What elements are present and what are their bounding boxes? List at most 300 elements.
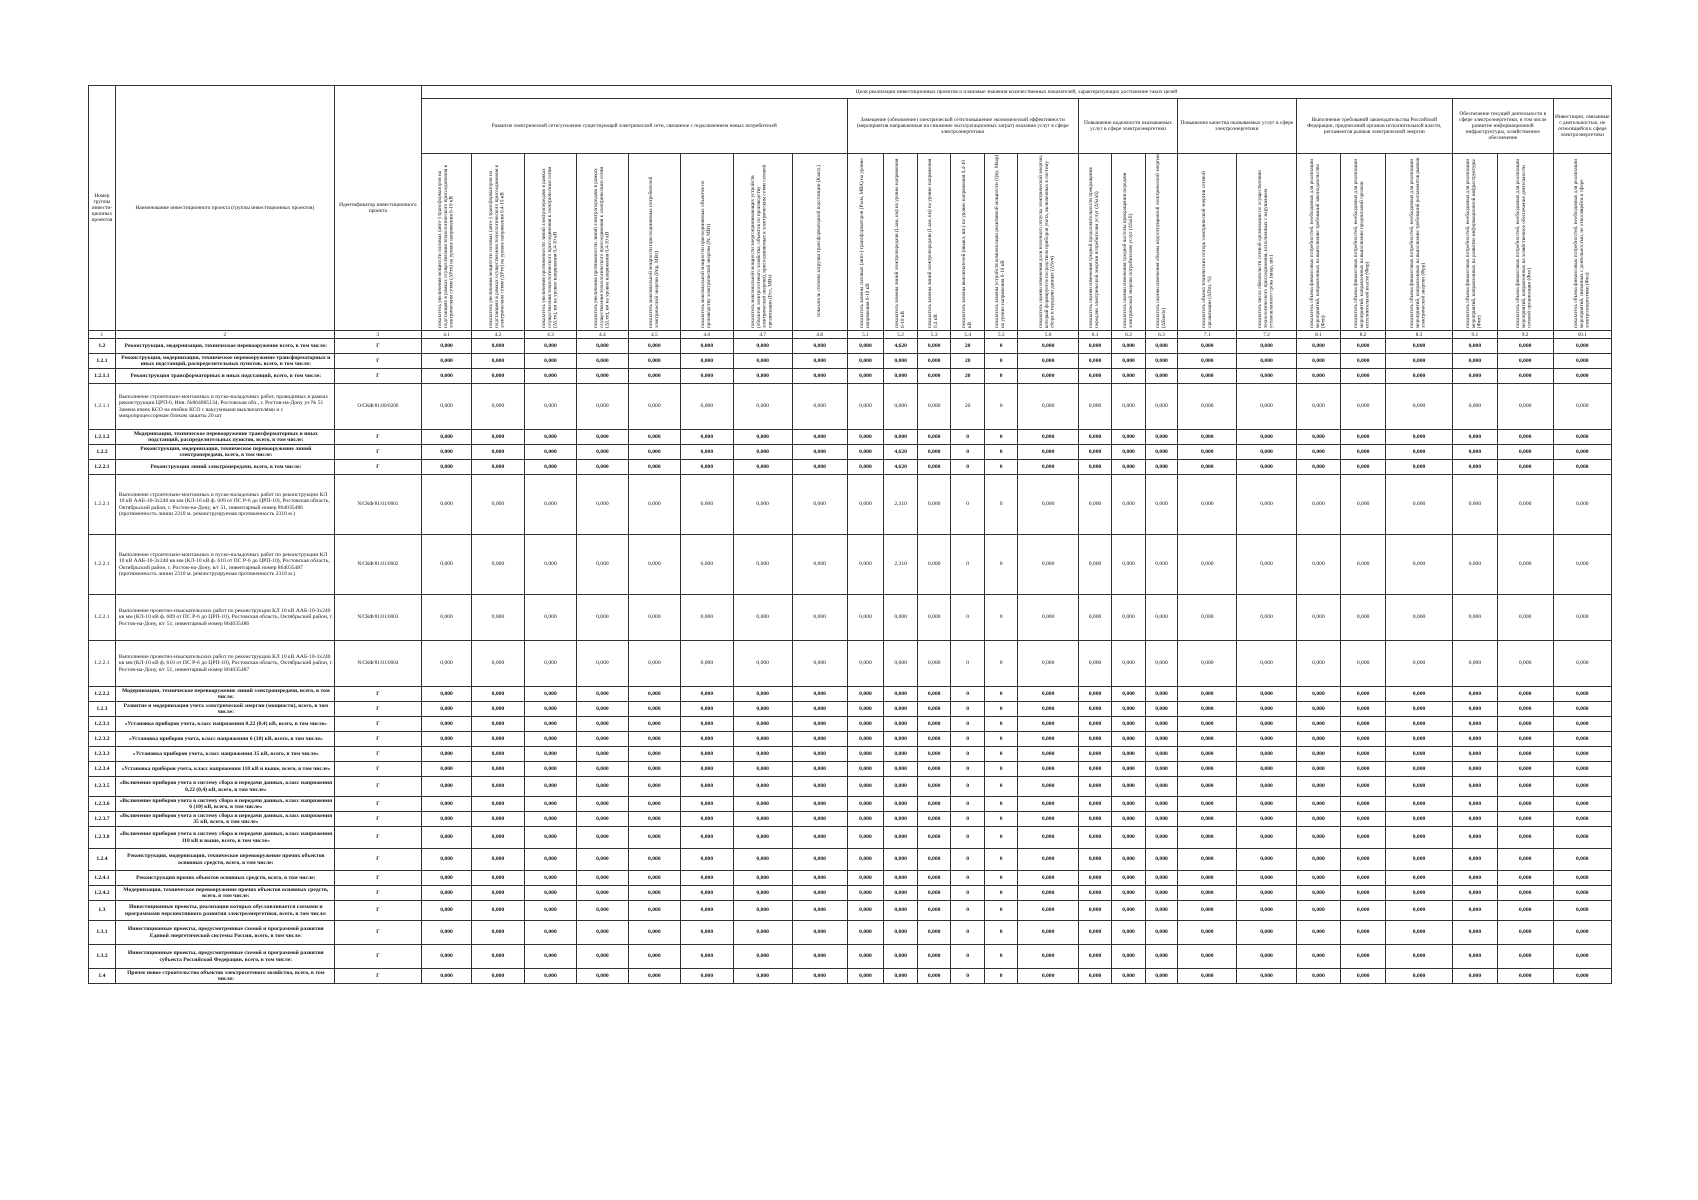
header-indicator-label: показатель замены выключателей (nвыкл, шт.) на уровне напряжения 0,4-10 кВ (960, 159, 973, 328)
row-project-name: Реконструкция, модернизация, техническое перевооружение линий электропередачи, всего, в том числе: (115, 445, 334, 460)
row-value: 0,000 (577, 797, 628, 812)
row-value: 0 (984, 430, 1018, 445)
row-value: 0,000 (733, 901, 792, 921)
row-value: 0,000 (577, 702, 628, 717)
row-number: 1.2.2.1 (89, 641, 116, 687)
row-value: 0 (951, 687, 985, 702)
row-value: 0,000 (681, 886, 734, 901)
header-indicator-label: показатель оценки изменения средней продолжительности прекращения передачи электрической энергии потребителям услуг (ΔSaidi) (1088, 167, 1101, 328)
row-value: 0,000 (1145, 762, 1177, 777)
table-row (89, 886, 1612, 901)
row-value: 0,000 (472, 812, 525, 827)
row-value: 0,000 (1145, 535, 1177, 595)
row-value: 0,000 (421, 827, 471, 849)
row-value: 0,000 (577, 777, 628, 797)
header-indicator (1296, 154, 1341, 331)
row-value: 0,000 (472, 354, 525, 369)
row-value: 0,000 (1553, 849, 1611, 871)
row-value: 0,000 (1497, 732, 1553, 747)
row-value: 0 (984, 354, 1018, 369)
row-project-name: «Установка приборов учета, класс напряжения 6 (10) кВ, всего, в том числе» (115, 732, 334, 747)
row-number: 1.4 (89, 969, 116, 984)
header-indicator (1385, 154, 1452, 331)
row-value: 0,000 (1341, 886, 1386, 901)
row-value: 0,000 (628, 812, 681, 827)
row-value: 0,000 (917, 595, 951, 641)
row-value: 0,000 (1453, 732, 1498, 747)
column-number-cell: 9.1 (1453, 331, 1498, 339)
row-value: 0,000 (628, 595, 681, 641)
row-value: 0,000 (681, 827, 734, 849)
row-value: 0,000 (1497, 717, 1553, 732)
row-value: 0,000 (1078, 945, 1112, 969)
row-number: 1.3.2 (89, 945, 116, 969)
column-number-cell: 7.2 (1237, 331, 1296, 339)
row-value: 0,000 (1341, 354, 1386, 369)
row-value: 0,000 (421, 945, 471, 969)
row-value: 0,000 (1341, 475, 1386, 535)
row-value: 0,000 (1385, 369, 1452, 384)
table-row (89, 969, 1612, 984)
row-value: 0,000 (1145, 369, 1177, 384)
row-value: 0,000 (1453, 687, 1498, 702)
row-value: 0,000 (1497, 886, 1553, 901)
row-value: 0,000 (1178, 339, 1237, 354)
row-value: 0,000 (1237, 871, 1296, 886)
row-value: 0,000 (1385, 871, 1452, 886)
row-value: 0,000 (1237, 797, 1296, 812)
row-value: 0 (951, 901, 985, 921)
row-value: 0,000 (1018, 339, 1078, 354)
row-value: 0,000 (1385, 595, 1452, 641)
row-value: 0,000 (733, 849, 792, 871)
row-value: 0,000 (1178, 369, 1237, 384)
row-value: 0,000 (1497, 535, 1553, 595)
row-value: 0,000 (1453, 901, 1498, 921)
row-value: 0 (984, 777, 1018, 797)
row-value: 0,000 (1112, 777, 1146, 797)
row-value: 0,000 (472, 732, 525, 747)
row-value: 0,000 (847, 901, 884, 921)
row-value: 0,000 (1497, 871, 1553, 886)
row-value: 0,000 (1497, 827, 1553, 849)
row-value: 0,000 (1178, 921, 1237, 945)
row-value: 0,000 (1145, 849, 1177, 871)
row-number: 1.2.2.1 (89, 460, 116, 475)
row-value: 0,000 (884, 354, 918, 369)
row-value: 0,000 (1178, 354, 1237, 369)
row-value: 0,000 (1078, 871, 1112, 886)
row-value: 0,000 (1145, 384, 1177, 430)
row-value: 0,000 (681, 812, 734, 827)
row-project-name: Модернизация, техническое перевооружение прочих объектов основных средств, всего, в том числе: (115, 886, 334, 901)
header-goals-title: Цели реализации инвестиционных проектов и плановые значения количественных показателей, характеризующих достижение таких целей (421, 86, 1611, 99)
row-value: 0,000 (472, 747, 525, 762)
row-value: 0,000 (917, 827, 951, 849)
row-value: 0,000 (1237, 475, 1296, 535)
row-value: 0,000 (1497, 921, 1553, 945)
row-value: 0,000 (1453, 702, 1498, 717)
column-number-cell: 1 (89, 331, 116, 339)
row-value: 0 (984, 717, 1018, 732)
row-value: 0,000 (1145, 797, 1177, 812)
row-value: 0,000 (1385, 339, 1452, 354)
row-value: 0,000 (847, 369, 884, 384)
row-value: 0,000 (1018, 849, 1078, 871)
row-value: 0,000 (1112, 717, 1146, 732)
row-value: 0,000 (1178, 777, 1237, 797)
row-value: 0,000 (1385, 797, 1452, 812)
row-value: 0,000 (733, 797, 792, 812)
row-project-id: Г (334, 886, 421, 901)
row-value: 0,000 (1078, 849, 1112, 871)
row-value: 0,000 (1341, 339, 1386, 354)
row-value: 0,000 (1385, 354, 1452, 369)
row-value: 0,000 (421, 641, 471, 687)
header-indicator (847, 154, 884, 331)
row-value: 0,000 (792, 717, 847, 732)
row-value: 0,000 (917, 901, 951, 921)
row-value: 0,000 (1178, 702, 1237, 717)
row-value: 0,000 (421, 797, 471, 812)
row-value: 0,000 (847, 384, 884, 430)
row-value: 0,000 (792, 886, 847, 901)
row-value: 0,000 (628, 945, 681, 969)
row-value: 0,000 (1112, 797, 1146, 812)
row-value: 0,000 (421, 901, 471, 921)
table-row (89, 702, 1612, 717)
row-value: 0 (984, 747, 1018, 762)
row-value: 0,000 (847, 354, 884, 369)
row-value: 0,000 (681, 732, 734, 747)
row-value: 0,000 (792, 369, 847, 384)
row-value: 0,000 (733, 777, 792, 797)
row-value: 0,000 (1453, 797, 1498, 812)
row-value: 0 (951, 921, 985, 945)
row-value: 0,000 (884, 871, 918, 886)
row-value: 0,000 (1296, 595, 1341, 641)
table-row (89, 921, 1612, 945)
row-value: 0,000 (1078, 732, 1112, 747)
row-value: 0,000 (628, 687, 681, 702)
header-indicator-label: показатель увеличения мощности силовых (авто-) трансформаторов на подстанциях в рамках осуществления технологического присоединения к электрическим сетям (ΔPтп) на уровне напряжения 6-10 кВ (436, 164, 455, 328)
row-number: 1.2.3.1 (89, 717, 116, 732)
row-number: 1.2.4.1 (89, 871, 116, 886)
row-value: 0,000 (524, 354, 577, 369)
header-indicator (984, 154, 1018, 331)
row-value: 0,000 (847, 702, 884, 717)
row-value: 0,000 (733, 717, 792, 732)
row-project-id: Г (334, 460, 421, 475)
row-value: 0,000 (917, 777, 951, 797)
row-value: 0,000 (1453, 354, 1498, 369)
row-value: 0 (951, 460, 985, 475)
row-value: 0,000 (1112, 445, 1146, 460)
row-value: 0,000 (1453, 430, 1498, 445)
row-value: 2,310 (884, 535, 918, 595)
row-value: 0,000 (733, 732, 792, 747)
header-indicator (421, 154, 471, 331)
table-row (89, 812, 1612, 827)
table-row (89, 369, 1612, 384)
row-value: 0,000 (1385, 460, 1452, 475)
table-row (89, 687, 1612, 702)
row-project-id: Г (334, 732, 421, 747)
row-value: 0,000 (1018, 797, 1078, 812)
row-number: 1.2.1.2 (89, 430, 116, 445)
row-value: 0,000 (1237, 641, 1296, 687)
row-value: 0,000 (1112, 687, 1146, 702)
row-value: 0,000 (577, 886, 628, 901)
row-value: 0,000 (628, 475, 681, 535)
column-number-cell: 8.2 (1341, 331, 1386, 339)
row-value: 0,000 (1453, 475, 1498, 535)
row-value: 0,000 (628, 384, 681, 430)
row-value: 0,000 (1453, 777, 1498, 797)
row-value: 0,000 (733, 384, 792, 430)
row-value: 0,000 (1553, 687, 1611, 702)
row-value: 0,000 (472, 871, 525, 886)
row-value: 0 (951, 445, 985, 460)
row-project-name: Реконструкция, модернизация, техническое перевооружение трансформаторных и иных подстанций, распределительных пунктов, всего, в том числе: (115, 354, 334, 369)
row-number: 1.2.3.7 (89, 812, 116, 827)
row-number: 1.2 (89, 339, 116, 354)
table-row (89, 732, 1612, 747)
row-value: 0,000 (1237, 339, 1296, 354)
row-value: 0,000 (917, 945, 951, 969)
row-value: 0,000 (524, 732, 577, 747)
row-value: 0,000 (1145, 777, 1177, 797)
row-value: 0,000 (792, 354, 847, 369)
row-value: 0,000 (1112, 747, 1146, 762)
row-value: 0,000 (1145, 827, 1177, 849)
row-value: 0,000 (733, 702, 792, 717)
row-value: 0,000 (1018, 871, 1078, 886)
row-value: 0,000 (681, 921, 734, 945)
row-project-name: Выполнение проектно-изыскательских работ по реконструкции КЛ 10 кВ ААБ-10-3х240 кв мм (КЛ-10 кВ ф. 610 от ПС Р-6 до ЦРП-10), Ростовская область, Октябрьский район, г. Ростов-на-Дону, в/г 51, инвентарный номер 864035487 (115, 641, 334, 687)
row-value: 0,000 (1497, 797, 1553, 812)
row-value: 0,000 (1497, 595, 1553, 641)
row-value: 0,000 (847, 945, 884, 969)
header-number: Номер группы инвести-ционных проектов (89, 86, 116, 331)
header-group-6: Обеспечение текущей деятельности в сфере электроэнергетики, в том числе развитие информационной инфраструктуры, хозяйственное обеспечение (1453, 99, 1554, 154)
table-row (89, 430, 1612, 445)
row-value: 0 (984, 475, 1018, 535)
header-indicator (1112, 154, 1146, 331)
row-value: 0,000 (847, 812, 884, 827)
row-value: 0,000 (1296, 354, 1341, 369)
column-number-cell: 4.2 (472, 331, 525, 339)
row-project-name: Модернизация, техническое перевооружение трансформаторных и иных подстанций, распределительных пунктов, всего, в том числе: (115, 430, 334, 445)
row-value: 0,000 (1145, 732, 1177, 747)
row-value: 0,000 (577, 339, 628, 354)
row-value: 0,000 (421, 921, 471, 945)
row-value: 0,000 (524, 827, 577, 849)
row-value: 0,000 (1553, 921, 1611, 945)
row-value: 0,000 (1018, 641, 1078, 687)
row-project-id: Г (334, 369, 421, 384)
row-value: 0,000 (1341, 969, 1386, 984)
header-indicator-label: показатель объема финансовых потребностей, необходимых для реализации мероприятий, направленных на выполнение предписаний органов исполнительной власти (Фпр) (1353, 159, 1372, 328)
row-value: 0,000 (1237, 460, 1296, 475)
row-value: 0,000 (1553, 901, 1611, 921)
row-value: 0,000 (1553, 797, 1611, 812)
row-value: 0,000 (1112, 384, 1146, 430)
row-project-id: Г (334, 687, 421, 702)
row-value: 0,000 (884, 849, 918, 871)
row-value: 0,000 (1453, 535, 1498, 595)
row-value: 0,000 (1237, 921, 1296, 945)
header-indicator-label: показатель максимальной мощности присоединяемых объектов по производству электрической энергии (Pг, МВт) (700, 180, 712, 328)
row-value: 0,000 (1497, 339, 1553, 354)
row-value: 0,000 (733, 354, 792, 369)
row-value: 0,000 (1018, 535, 1078, 595)
row-value: 0,000 (733, 762, 792, 777)
column-number-cell: 9.2 (1497, 331, 1553, 339)
row-value: 0,000 (681, 595, 734, 641)
row-value: 0,000 (472, 969, 525, 984)
row-project-id: N/СКФ/81/01/0003 (334, 595, 421, 641)
row-value: 0,000 (1018, 827, 1078, 849)
row-project-name: Инвестиционные проекты, предусмотренные схемой и программой развития субъекта Российской Федерации, всего, в том числе: (115, 945, 334, 969)
table-row (89, 797, 1612, 812)
row-value: 0,000 (577, 354, 628, 369)
row-value: 0 (951, 797, 985, 812)
row-value: 0,000 (1018, 777, 1078, 797)
row-value: 0,000 (421, 747, 471, 762)
row-value: 0,000 (421, 339, 471, 354)
row-value: 0,000 (1453, 339, 1498, 354)
row-value: 0 (951, 762, 985, 777)
row-value: 0,000 (1078, 827, 1112, 849)
row-value: 0 (951, 732, 985, 747)
row-value: 0,000 (792, 430, 847, 445)
investment-indicators-table (88, 85, 1612, 984)
row-value: 0,000 (577, 445, 628, 460)
row-value: 0,000 (1341, 849, 1386, 871)
row-value: 0,000 (1453, 747, 1498, 762)
row-project-id: Г (334, 339, 421, 354)
row-value: 0,000 (524, 430, 577, 445)
row-value: 0,000 (421, 475, 471, 535)
row-value: 0,000 (1178, 687, 1237, 702)
row-value: 0,000 (1078, 969, 1112, 984)
row-value: 0,000 (1385, 535, 1452, 595)
row-value: 0,000 (524, 717, 577, 732)
row-value: 0,000 (733, 535, 792, 595)
row-value: 0,000 (1497, 849, 1553, 871)
row-value: 0,000 (884, 747, 918, 762)
column-number-cell: 5.1 (847, 331, 884, 339)
row-value: 0,000 (1341, 460, 1386, 475)
row-value: 0,000 (733, 475, 792, 535)
row-value: 0,000 (1112, 595, 1146, 641)
row-value: 0 (984, 849, 1018, 871)
row-value: 0,000 (1341, 732, 1386, 747)
table-row (89, 384, 1612, 430)
row-value: 0,000 (1018, 812, 1078, 827)
row-value: 0,000 (733, 886, 792, 901)
row-value: 0,000 (847, 969, 884, 984)
column-number-cell: 4.6 (681, 331, 734, 339)
row-value: 0,000 (917, 732, 951, 747)
row-value: 0,000 (1018, 747, 1078, 762)
row-value: 0,000 (1341, 777, 1386, 797)
header-indicator (577, 154, 628, 331)
row-value: 0,000 (421, 732, 471, 747)
row-project-name: Реконструкция, модернизация, техническое перевооружение прочих объектов основных средств, всего, в том числе: (115, 849, 334, 871)
header-indicator (1497, 154, 1553, 331)
row-project-id: N/СКФ/81/01/0001 (334, 475, 421, 535)
row-project-name: Реконструкция линий электропередачи, всего, в том числе: (115, 460, 334, 475)
row-value: 0,000 (1178, 849, 1237, 871)
row-value: 0,000 (628, 762, 681, 777)
row-number: 1.2.2.1 (89, 535, 116, 595)
row-value: 0,000 (1078, 445, 1112, 460)
row-value: 0,000 (1078, 595, 1112, 641)
row-value: 0,000 (1078, 921, 1112, 945)
row-value: 0,000 (1237, 687, 1296, 702)
row-value: 20 (951, 354, 985, 369)
row-number: 1.2.3.2 (89, 732, 116, 747)
row-value: 0,000 (1553, 717, 1611, 732)
row-value: 0,000 (1553, 369, 1611, 384)
row-value: 0,000 (577, 871, 628, 886)
row-value: 0,000 (628, 797, 681, 812)
row-value: 0,000 (577, 687, 628, 702)
header-indicator (917, 154, 951, 331)
row-value: 0,000 (1296, 747, 1341, 762)
row-value: 0,000 (1341, 687, 1386, 702)
row-value: 0,000 (1078, 702, 1112, 717)
row-value: 0,000 (628, 747, 681, 762)
row-value: 0,000 (1296, 717, 1341, 732)
row-value: 0,000 (1178, 535, 1237, 595)
row-value: 0,000 (917, 687, 951, 702)
row-value: 0,000 (1145, 339, 1177, 354)
row-value: 0 (984, 732, 1018, 747)
row-value: 0,000 (1453, 827, 1498, 849)
row-value: 0,000 (524, 812, 577, 827)
row-value: 0,000 (1385, 475, 1452, 535)
row-value: 0,000 (1341, 535, 1386, 595)
row-value: 0,000 (1553, 732, 1611, 747)
row-value: 0,000 (847, 849, 884, 871)
column-number-cell: 5.5 (984, 331, 1018, 339)
row-value: 20 (951, 384, 985, 430)
row-value: 0,000 (1112, 535, 1146, 595)
row-value: 0,000 (917, 747, 951, 762)
row-value: 0,000 (681, 747, 734, 762)
header-indicator-label: показатель объема финансовых потребностей, необходимых для реализации мероприятий, связанных с деятельностью, не относящейся к сфере электроэнергетики (Фнэ) (1572, 159, 1591, 328)
row-value: 0,000 (1453, 762, 1498, 777)
row-number: 1.2.4.2 (89, 886, 116, 901)
row-value: 0,000 (1341, 717, 1386, 732)
row-value: 0,000 (1497, 777, 1553, 797)
row-value: 0,000 (792, 641, 847, 687)
row-value: 0,000 (1385, 641, 1452, 687)
row-value: 0,000 (884, 901, 918, 921)
header-project-name: Наименование инвестиционного проекта (группы инвестиционных проектов) (115, 86, 334, 331)
row-project-id: Г (334, 797, 421, 812)
row-value: 0,000 (733, 945, 792, 969)
row-value: 0 (984, 969, 1018, 984)
row-project-id: Г (334, 849, 421, 871)
row-value: 0,000 (792, 969, 847, 984)
row-value: 0,000 (1018, 886, 1078, 901)
table-row (89, 747, 1612, 762)
row-value: 0,000 (917, 384, 951, 430)
